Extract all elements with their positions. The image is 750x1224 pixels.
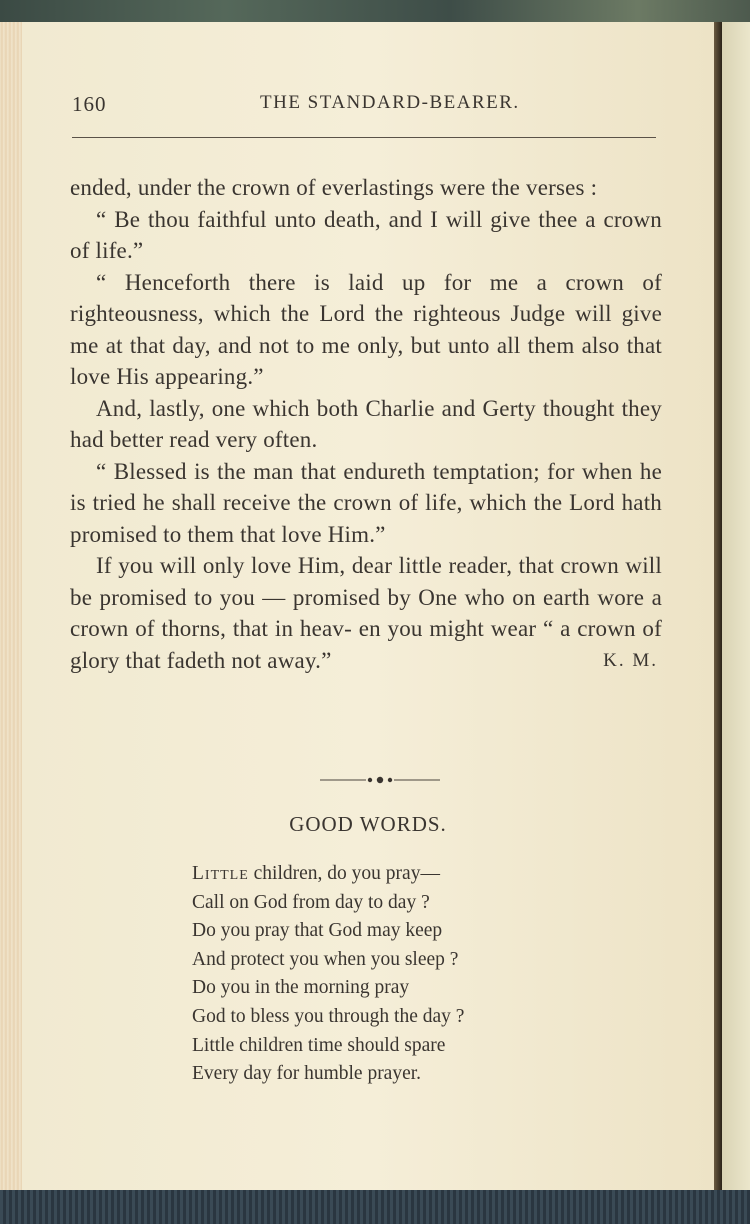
book-page <box>22 22 714 1190</box>
paragraph-text: If you will only love Him, dear little reader, that crown will be promised to you — promised by One who on earth wore a crown of thorns, that in heav- en you might wear “ a crown of glory that fadeth not away.” <box>70 553 662 673</box>
poem-line: Call on God from day to day ? <box>192 891 430 913</box>
book-gutter <box>714 22 722 1190</box>
poem-line: Do you in the morning pray <box>192 977 410 999</box>
page-stack-edge <box>0 22 22 1190</box>
paragraph: “ Blessed is the man that endureth temptation; for when he is tried he shall receive the crown of life, which the Lord hath promised to them that love Him.” <box>70 458 662 547</box>
book-cover-top-edge <box>0 0 750 22</box>
poem-title: GOOD WORDS. <box>289 812 447 836</box>
poem <box>192 860 612 1089</box>
poem-line: Every day for humble prayer. <box>192 1063 422 1085</box>
page-number: 160 <box>72 92 107 116</box>
paragraph: “ Be thou faithful unto death, and I will give thee a crown of life.” <box>70 206 662 263</box>
poem-line: God to bless you through the day ? <box>192 1005 465 1027</box>
header-rule <box>72 137 656 138</box>
poem-first-word: Little <box>192 863 249 884</box>
ornament-divider <box>320 774 440 786</box>
poem-line: Little children time should spare <box>192 1034 446 1056</box>
book-cover-bottom-edge <box>0 1190 750 1224</box>
author-signature: K. M. <box>603 649 658 671</box>
poem-first-line-rest: children, do you pray— <box>248 863 440 884</box>
article-body <box>70 172 662 676</box>
poem-line: And protect you when you sleep ? <box>192 948 459 970</box>
poem-line <box>192 860 612 889</box>
paragraph: “ Henceforth there is laid up for me a crown of righteousness, which the Lord the righteous Judge will give me at that day, and not to me only, but unto all them also that love His appearing.” <box>70 269 662 389</box>
running-head <box>72 92 682 132</box>
paragraph: ended, under the crown of everlastings were the verses : <box>70 175 598 200</box>
paragraph-final <box>70 550 662 676</box>
poem-line: Do you pray that God may keep <box>192 920 443 942</box>
paragraph: And, lastly, one which both Charlie and Gerty thought they had better read very often. <box>70 395 662 452</box>
facing-page-edge <box>722 22 750 1190</box>
running-title: THE STANDARD-BEARER. <box>260 92 520 113</box>
